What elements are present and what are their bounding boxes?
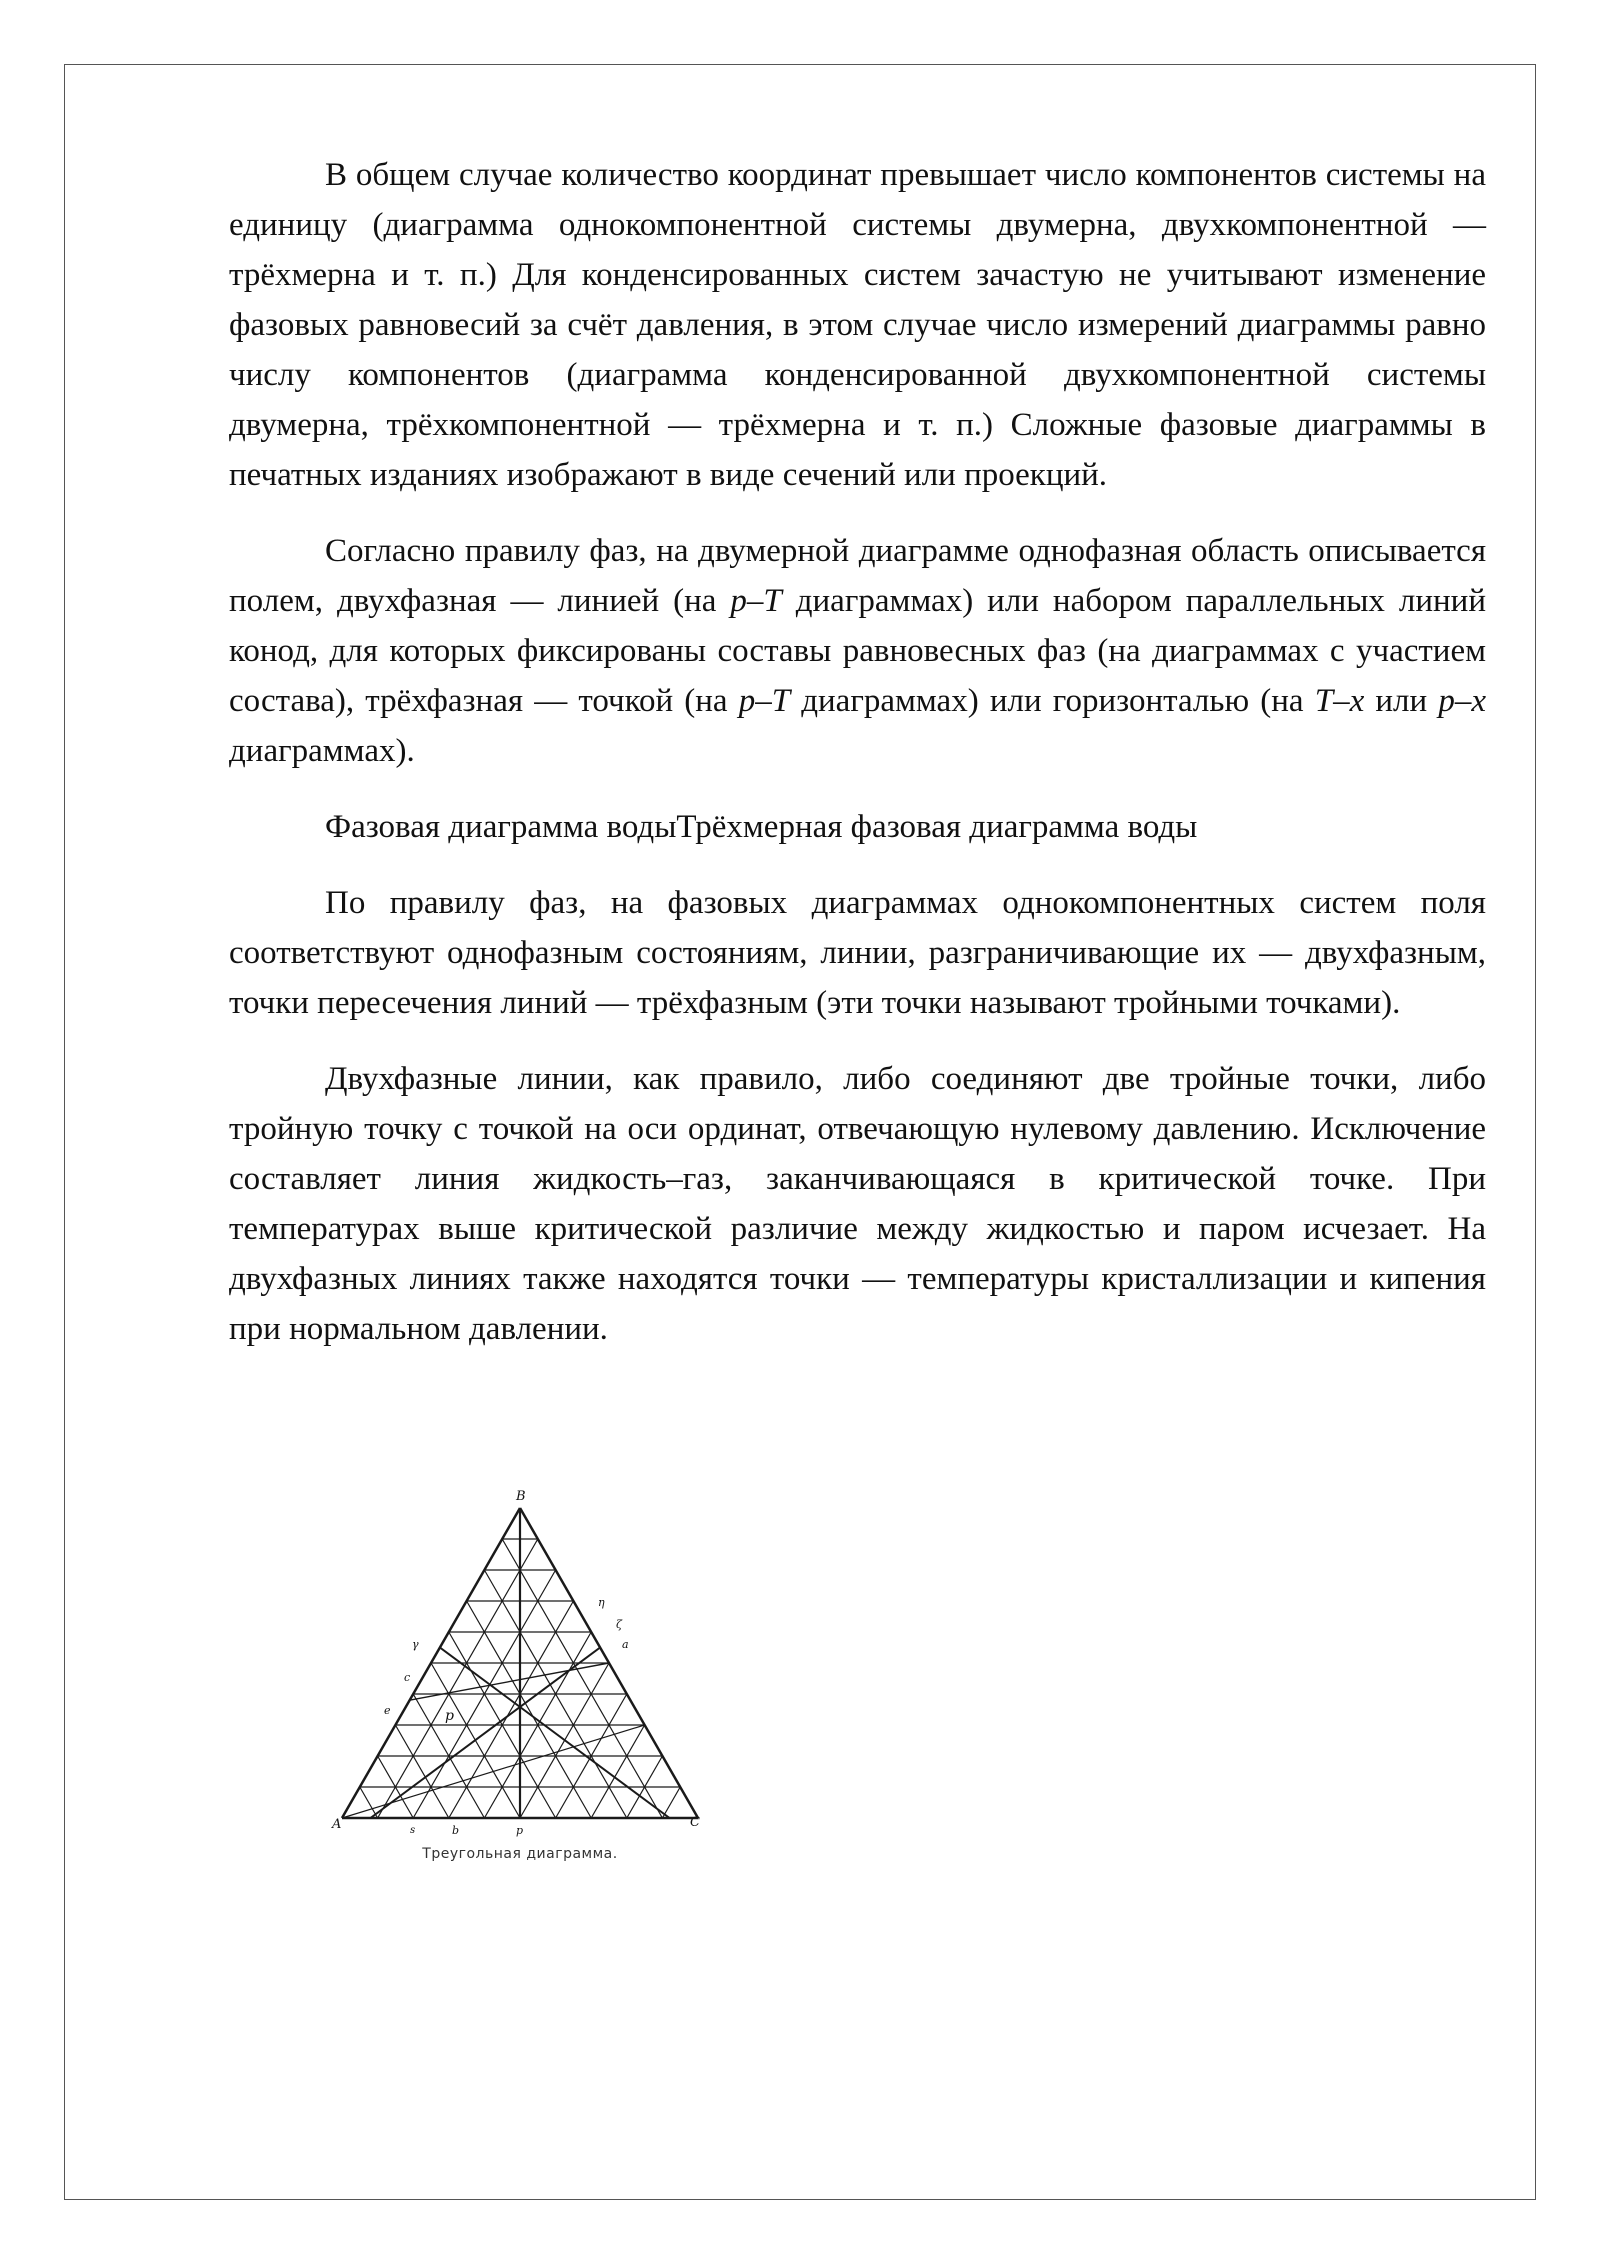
italic-pt: p–T bbox=[738, 683, 791, 719]
italic-pt: p–T bbox=[730, 583, 782, 619]
paragraph-water-diagram-caption: Фазовая диаграмма водыТрёхмерная фазовая диаграмма воды bbox=[325, 809, 1198, 845]
label-b-bottom: b bbox=[452, 1824, 460, 1837]
grid-line bbox=[395, 1725, 448, 1818]
text-run: или bbox=[1364, 683, 1439, 719]
paragraph-phase-rule bbox=[229, 526, 1486, 776]
label-a-right: a bbox=[622, 1638, 629, 1651]
construction-line bbox=[410, 1663, 609, 1700]
text-run: диаграммах) или горизонталью (на bbox=[790, 683, 1315, 719]
grid-line bbox=[449, 1601, 574, 1818]
vertex-label-b: B bbox=[516, 1489, 526, 1504]
triangular-diagram-figure bbox=[330, 1488, 710, 1888]
text-run: Согласно правилу фаз, на двумерной диаграмме однофазная область описывается полем, двухфазная — линией (на bbox=[229, 533, 1486, 619]
vertex-label-c: C bbox=[690, 1815, 700, 1830]
figure-caption: Треугольная диаграмма. bbox=[422, 1846, 618, 1862]
italic-tx: T–x bbox=[1314, 683, 1365, 719]
label-p-inner: p bbox=[445, 1708, 454, 1724]
grid-line bbox=[662, 1787, 680, 1818]
text-run: диаграммах) или набором параллельных линий конод, для которых фиксированы составы равновесных фаз (на диаграммах с участием состава), трёхфазная — точкой (на bbox=[229, 583, 1486, 719]
grid-line bbox=[378, 1539, 538, 1818]
vertex-label-a: A bbox=[332, 1817, 342, 1832]
grid-line bbox=[467, 1601, 592, 1818]
label-gamma: γ bbox=[412, 1638, 419, 1651]
document-body bbox=[229, 150, 1486, 1380]
grid-line bbox=[360, 1787, 378, 1818]
label-zeta: ζ bbox=[616, 1618, 622, 1631]
italic-px: p–x bbox=[1438, 683, 1486, 719]
label-s-bottom: s bbox=[410, 1825, 416, 1836]
text-run: диаграммах). bbox=[229, 733, 415, 769]
label-c-left: c bbox=[404, 1671, 411, 1684]
paragraph-two-phase-lines: Двухфазные линии, как правило, либо соединяют две тройные точки, либо тройную точку с точкой на оси ординат, отвечающую нулевому давлению. Исключение составляет линия жидкость–газ, заканчивающаяся в критической точке. При температурах выше критической различие между жидкостью и паром исчезает. На двухфазных линиях также находятся точки — температуры кристаллизации и кипения при нормальном давлении. bbox=[229, 1061, 1486, 1347]
label-eta: η bbox=[598, 1596, 605, 1609]
paragraph-one-component: По правилу фаз, на фазовых диаграммах однокомпонентных систем поля соответствуют однофазным состояниям, линии, разграничивающие их — двухфазным, точки пересечения линий — трёхфазным (эти точки называют тройными точками). bbox=[229, 885, 1486, 1021]
paragraph-coordinates: В общем случае количество координат превышает число компонентов системы на единицу (диаграмма однокомпонентной системы двумерна, двухкомпонентной — трёхмерна и т. п.) Для конденсированных систем зачастую не учитывают изменение фазовых равновесий за счёт давления, в этом случае число измерений диаграммы равно числу компонентов (диаграмма конденсированной двухкомпонентной системы двумерна, трёхкомпонентной — трёхмерна и т. п.) Сложные фазовые диаграммы в печатных изданиях изображают в виде сечений или проекций. bbox=[229, 157, 1486, 493]
label-p-bottom: p bbox=[516, 1824, 524, 1837]
label-e-left: e bbox=[384, 1704, 391, 1717]
triangular-diagram bbox=[330, 1488, 710, 1838]
